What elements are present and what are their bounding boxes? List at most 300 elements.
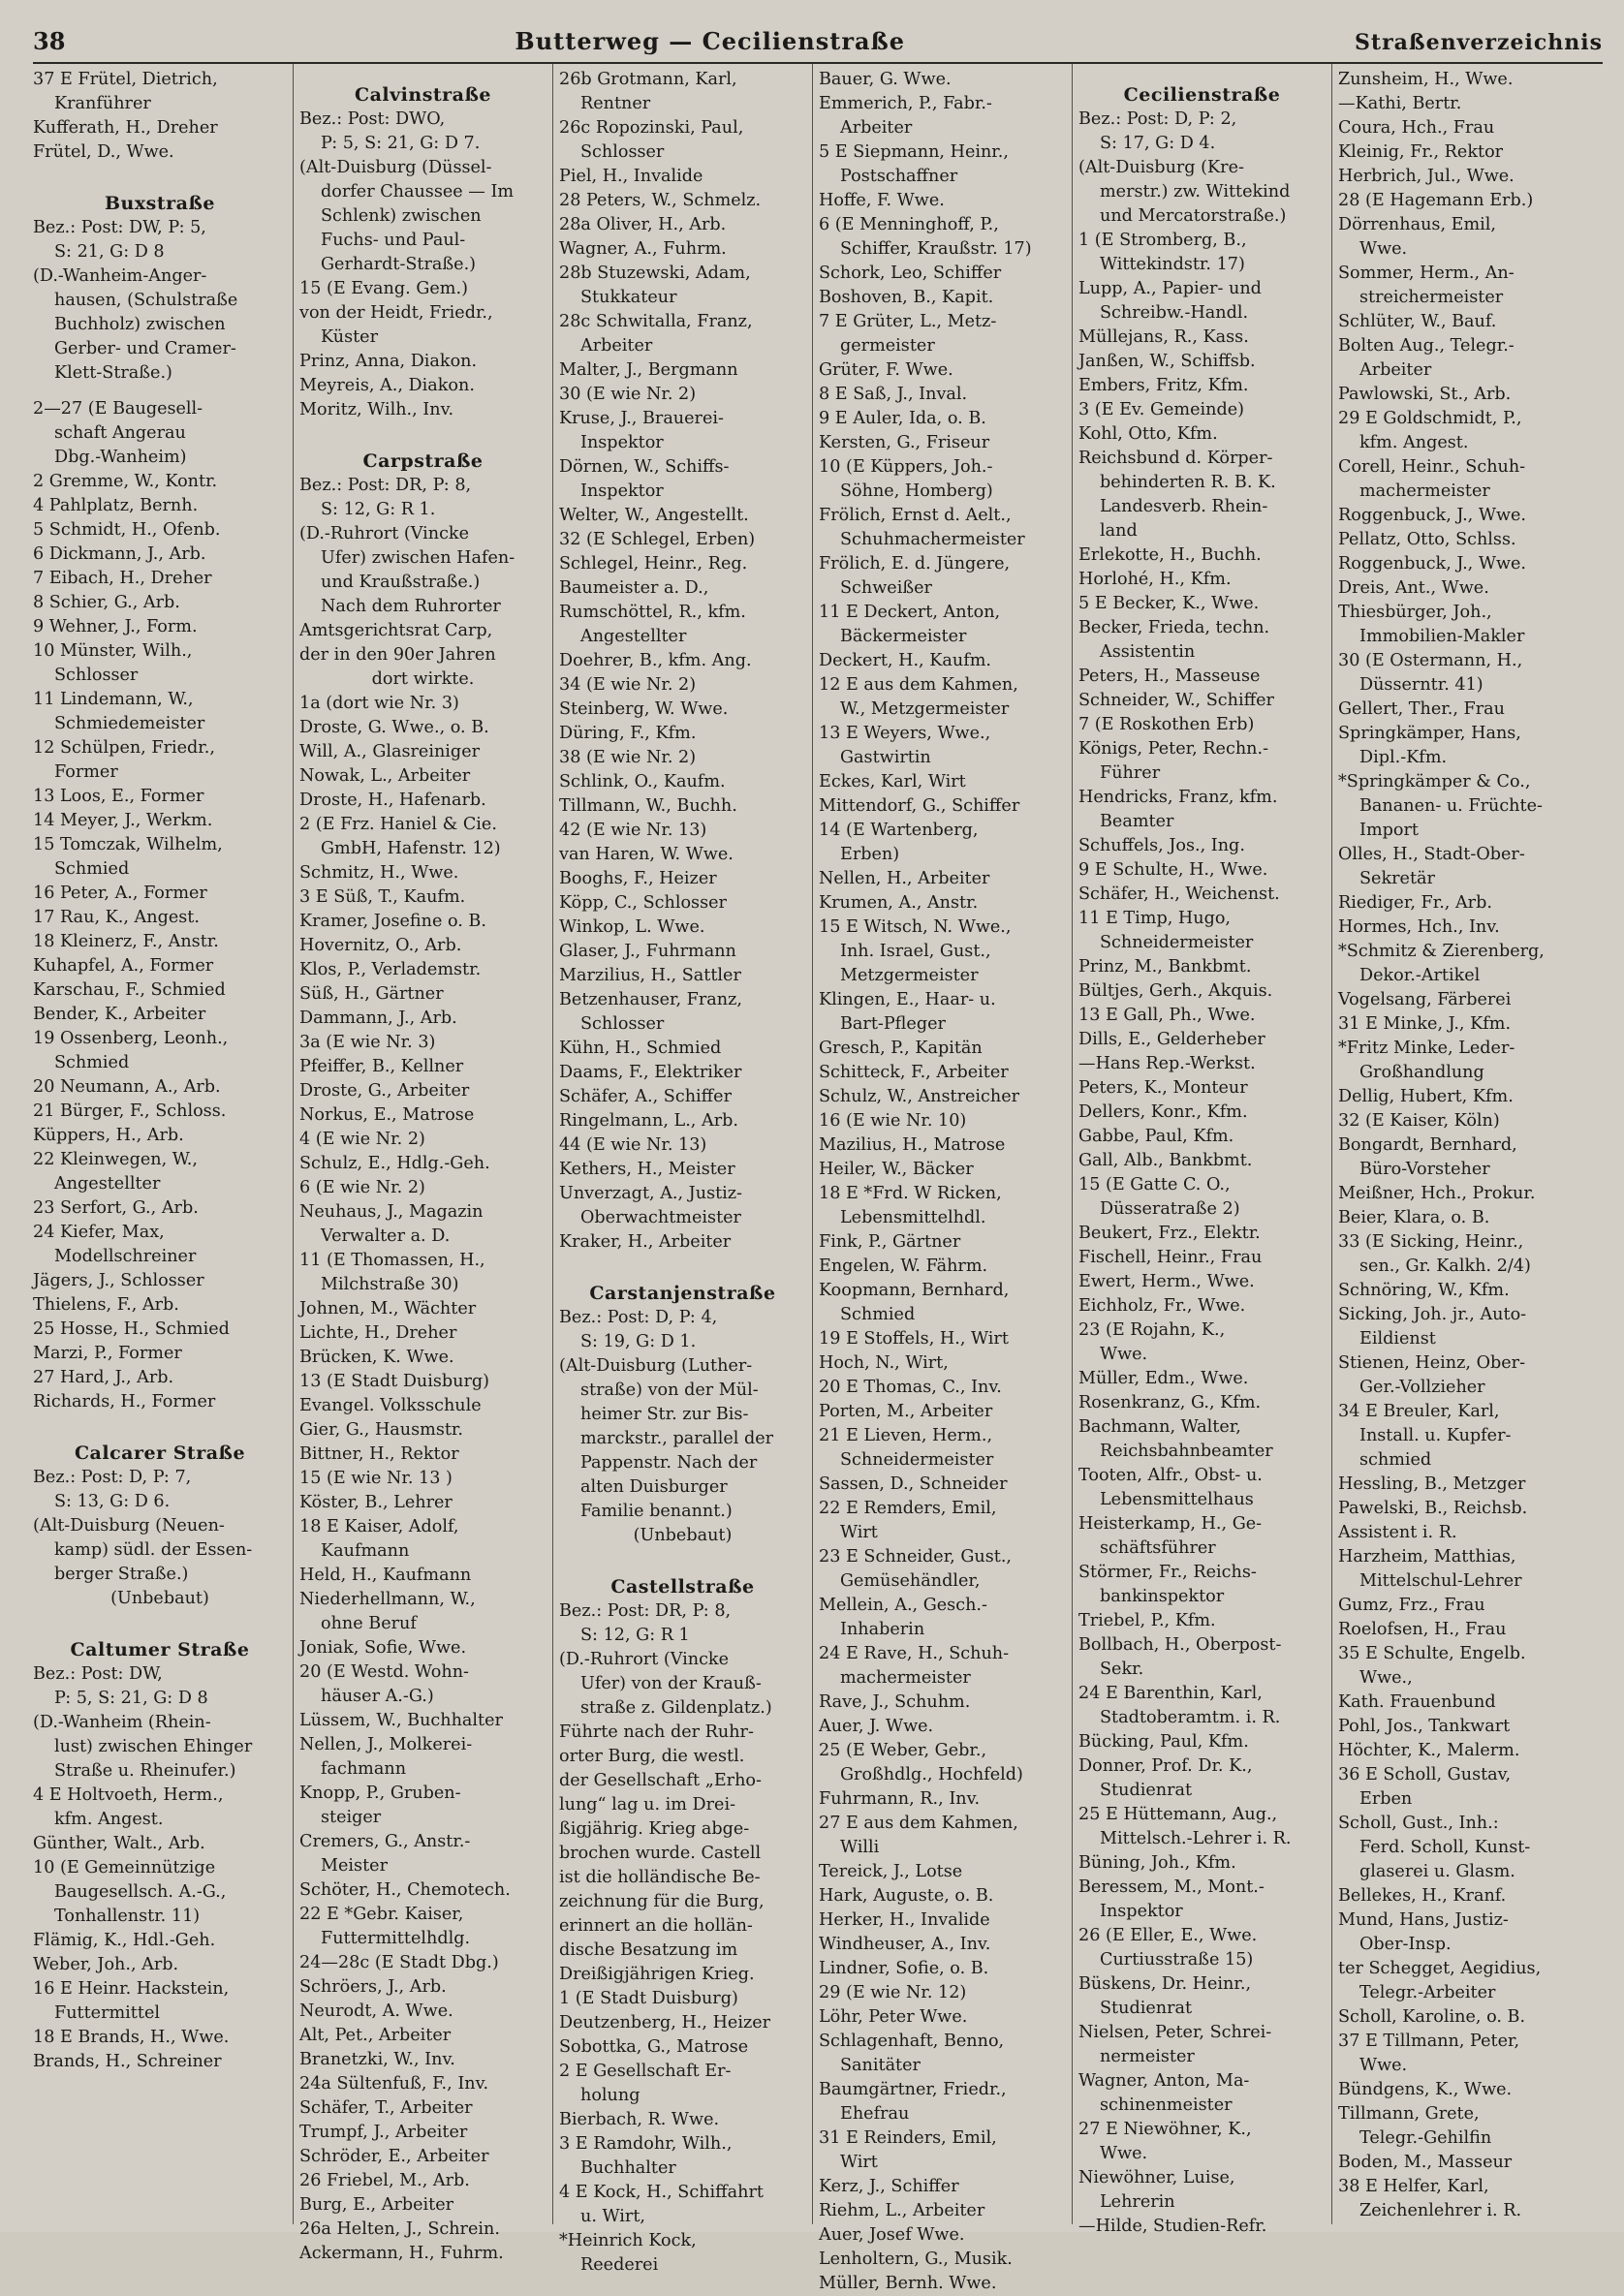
directory-entry: 10 (E Küppers, Joh.- xyxy=(819,457,993,477)
directory-entry: Wwe. xyxy=(1359,2056,1408,2075)
directory-entry: steiger xyxy=(321,1808,382,1827)
directory-entry: Bez.: Post: D, P: 4, xyxy=(559,1308,718,1327)
directory-entry: zeichnung für die Burg, xyxy=(559,1892,765,1911)
directory-entry: Köpp, C., Schlosser xyxy=(559,893,727,913)
directory-entry: Dellig, Hubert, Kfm. xyxy=(1338,1087,1514,1106)
directory-entry: Richards, H., Former xyxy=(33,1392,216,1412)
directory-entry: Schiffer, Kraußstr. 17) xyxy=(840,239,1032,259)
directory-entry: Moritz, Wilh., Inv. xyxy=(299,400,454,419)
directory-entry: Welter, W., Angestellt. xyxy=(559,506,749,525)
directory-entry: orter Burg, die westl. xyxy=(559,1747,745,1766)
directory-entry: Erben) xyxy=(840,845,900,864)
directory-entry: dort wirkte. xyxy=(371,669,475,689)
directory-entry: 23 (E Rojahn, K., xyxy=(1078,1320,1226,1340)
directory-entry: lust) zwischen Ehinger xyxy=(54,1737,253,1756)
directory-entry: Süß, H., Gärtner xyxy=(299,984,444,1004)
directory-entry: Gresch, P., Kapitän xyxy=(819,1039,983,1058)
directory-entry: Heisterkamp, H., Ge- xyxy=(1078,1514,1263,1534)
directory-entry: Trumpf, J., Arbeiter xyxy=(299,2123,468,2142)
directory-entry: S: 19, G: D 1. xyxy=(580,1332,697,1351)
directory-entry: Baugesellsch. A.-G., xyxy=(54,1882,227,1902)
directory-entry: Arbeiter xyxy=(580,336,653,356)
directory-entry: Fuchs- und Paul- xyxy=(321,231,466,250)
directory-entry: Königs, Peter, Rechn.- xyxy=(1078,739,1269,759)
directory-entry: Bellekes, H., Kranf. xyxy=(1338,1886,1507,1906)
directory-entry: Brands, H., Schreiner xyxy=(33,2052,222,2071)
directory-entry: Will, A., Glasreiniger xyxy=(299,742,481,761)
directory-entry: Lindner, Sofie, o. B. xyxy=(819,1959,989,1978)
directory-entry: Booghs, F., Heizer xyxy=(559,869,717,888)
directory-entry: Neuhaus, J., Magazin xyxy=(299,1202,484,1222)
directory-entry: Bez.: Post: D, P: 7, xyxy=(33,1468,192,1487)
directory-entry: 24 Kiefer, Max, xyxy=(33,1223,165,1242)
directory-entry: Porten, M., Arbeiter xyxy=(819,1402,993,1421)
directory-entry: Norkus, E., Matrose xyxy=(299,1105,475,1125)
directory-entry: Ober-Insp. xyxy=(1359,1935,1452,1954)
directory-entry: 2 Gremme, W., Kontr. xyxy=(33,472,218,491)
directory-entry: Bollbach, H., Oberpost- xyxy=(1078,1635,1282,1655)
directory-entry: Meister xyxy=(321,1856,388,1876)
directory-entry: 38 E Helfer, Karl, xyxy=(1338,2177,1489,2196)
directory-entry: Install. u. Kupfer- xyxy=(1359,1426,1512,1445)
directory-entry: Roggenbuck, J., Wwe. xyxy=(1338,554,1527,574)
directory-entry: Ackermann, H., Fuhrm. xyxy=(299,2244,504,2263)
directory-entry: Lichte, H., Dreher xyxy=(299,1323,457,1343)
directory-entry: Gall, Alb., Bankbmt. xyxy=(1078,1151,1253,1170)
directory-entry: Düsseratraße 2) xyxy=(1100,1199,1240,1219)
directory-entry: van Haren, W. Wwe. xyxy=(559,845,734,864)
directory-entry: Sicking, Joh. jr., Auto- xyxy=(1338,1305,1527,1324)
directory-entry: Modellschreiner xyxy=(54,1247,197,1266)
directory-entry: Nach dem Ruhrorter xyxy=(321,597,501,616)
directory-entry: Familie benannt.) xyxy=(580,1502,733,1521)
directory-entry: Weber, Joh., Arb. xyxy=(33,1955,179,1974)
directory-entry: Stukkateur xyxy=(580,288,677,307)
directory-entry: Kufferath, H., Dreher xyxy=(33,118,218,138)
directory-entry: 17 Rau, K., Angest. xyxy=(33,908,200,927)
directory-entry: 10 (E Gemeinnützige xyxy=(33,1858,216,1877)
directory-entry: Lenholtern, G., Musik. xyxy=(819,2249,1013,2269)
directory-entry: Nielsen, Peter, Schrei- xyxy=(1078,2023,1272,2042)
directory-entry: Windheuser, A., Inv. xyxy=(819,1935,991,1954)
directory-entry: Assistent i. R. xyxy=(1338,1523,1457,1542)
directory-entry: 32 (E Schlegel, Erben) xyxy=(559,530,756,549)
directory-entry: Riehm, L., Arbeiter xyxy=(819,2201,985,2220)
directory-entry: Gabbe, Paul, Kfm. xyxy=(1078,1127,1234,1146)
directory-entry: häuser A.-G.) xyxy=(321,1687,434,1706)
directory-entry: Fuhrmann, R., Inv. xyxy=(819,1789,981,1809)
directory-entry: glaserei u. Glasm. xyxy=(1359,1862,1515,1881)
directory-entry: Bender, K., Arbeiter xyxy=(33,1005,206,1024)
spacer xyxy=(33,386,287,397)
spacer xyxy=(559,1255,806,1266)
directory-entry: Baumeister a. D., xyxy=(559,578,709,598)
directory-entry: 3 E Süß, T., Kaufm. xyxy=(299,887,466,907)
directory-entry: 7 (E Roskothen Erb) xyxy=(1078,715,1255,734)
directory-entry: nermeister xyxy=(1100,2047,1195,2066)
directory-entry: Löhr, Peter Wwe. xyxy=(819,2007,968,2027)
directory-entry: Thielens, F., Arb. xyxy=(33,1295,179,1315)
directory-entry: bankinspektor xyxy=(1100,1587,1225,1606)
directory-entry: Fischell, Heinr., Frau xyxy=(1078,1248,1263,1267)
directory-entry: 9 E Schulte, H., Wwe. xyxy=(1078,860,1268,880)
directory-entry: Rentner xyxy=(580,94,651,113)
directory-entry: Glaser, J., Fuhrmann xyxy=(559,942,736,961)
directory-entry: Kruse, J., Brauerei- xyxy=(559,409,724,428)
directory-entry: 24a Sültenfuß, F., Inv. xyxy=(299,2074,489,2094)
directory-entry: Hoffe, F. Wwe. xyxy=(819,191,945,210)
directory-entry: Schuffels, Jos., Ing. xyxy=(1078,836,1245,855)
directory-entry: Dreißigjährigen Krieg. xyxy=(559,1965,755,1984)
directory-entry: Ufer) von der Krauß- xyxy=(580,1674,762,1693)
directory-entry: Tereick, J., Lotse xyxy=(819,1862,963,1881)
directory-entry: Ferd. Scholl, Kunst- xyxy=(1359,1838,1531,1857)
directory-entry: 11 E Timp, Hugo, xyxy=(1078,909,1232,928)
directory-entry: Düsserntr. 41) xyxy=(1359,675,1483,695)
directory-entry: (D.-Ruhrort (Vincke xyxy=(299,524,470,543)
directory-entry: ter Schegget, Aegidius, xyxy=(1338,1959,1542,1978)
directory-entry: Düring, F., Kfm. xyxy=(559,724,697,743)
directory-entry: 11 (E Thomassen, H., xyxy=(299,1251,485,1270)
directory-entry: Schmied xyxy=(54,1053,130,1072)
directory-entry: Inhaberin xyxy=(840,1620,925,1639)
directory-entry: W., Metzgermeister xyxy=(840,699,1010,719)
directory-entry: Wwe., xyxy=(1359,1668,1413,1688)
directory-entry: 18 E *Frd. W Ricken, xyxy=(819,1184,1002,1203)
directory-entry: Mund, Hans, Justiz- xyxy=(1338,1910,1509,1930)
directory-entry: Schulz, W., Anstreicher xyxy=(819,1087,1020,1106)
directory-entry: Amtsgerichtsrat Carp, xyxy=(299,621,493,640)
directory-entry: 12 E aus dem Kahmen, xyxy=(819,675,1018,695)
directory-entry: Bez.: Post: DWO, xyxy=(299,109,446,129)
directory-entry: 26 Friebel, M., Arb. xyxy=(299,2171,470,2190)
directory-entry: 11 E Deckert, Anton, xyxy=(819,603,1001,622)
directory-entry: 5 E Siepmann, Heinr., xyxy=(819,142,1009,162)
directory-entry: Ufer) zwischen Hafen- xyxy=(321,548,515,568)
directory-entry: Frölich, E. d. Jüngere, xyxy=(819,554,1011,574)
directory-entry: Dills, E., Gelderheber xyxy=(1078,1030,1265,1049)
directory-entry: Hormes, Hch., Inv. xyxy=(1338,917,1500,937)
directory-entry: 34 E Breuler, Karl, xyxy=(1338,1402,1500,1421)
directory-entry: P: 5, S: 21, G: D 8 xyxy=(54,1689,208,1708)
directory-entry: 32 (E Kaiser, Köln) xyxy=(1338,1111,1500,1131)
directory-entry: 36 E Scholl, Gustav, xyxy=(1338,1765,1512,1784)
directory-entry: schäftsführer xyxy=(1100,1538,1216,1558)
street-heading: Carpstraße xyxy=(362,450,484,472)
directory-entry: Baumgärtner, Friedr., xyxy=(819,2080,1007,2099)
directory-entry: Müller, Edm., Wwe. xyxy=(1078,1369,1249,1388)
directory-entry: germeister xyxy=(840,336,935,356)
directory-entry: 16 E Heinr. Hackstein, xyxy=(33,1979,230,1999)
directory-entry: Fink, P., Gärtner xyxy=(819,1232,961,1252)
directory-entry: Bez.: Post: D, P: 2, xyxy=(1078,109,1237,129)
directory-entry: marckstr., parallel der xyxy=(580,1429,774,1448)
directory-entry: Bittner, H., Rektor xyxy=(299,1444,459,1464)
directory-entry: Schröers, J., Arb. xyxy=(299,1977,447,1997)
spacer xyxy=(559,1548,806,1560)
directory-entry: *Schmitz & Zierenberg, xyxy=(1338,942,1545,961)
directory-entry: 28c Schwitalla, Franz, xyxy=(559,312,753,331)
directory-entry: Erlekotte, H., Buchh. xyxy=(1078,545,1262,565)
directory-entry: kfm. Angest. xyxy=(54,1810,164,1829)
directory-entry: Schmied xyxy=(54,859,130,879)
directory-entry: Embers, Fritz, Kfm. xyxy=(1078,376,1249,395)
directory-entry: Mittelschul-Lehrer xyxy=(1359,1571,1522,1591)
page-header xyxy=(33,27,1603,64)
directory-entry: Engelen, W. Fährm. xyxy=(819,1257,988,1276)
directory-entry: Bez.: Post: DW, P: 5, xyxy=(33,218,206,237)
directory-entry: S: 12, G: R 1 xyxy=(580,1626,690,1645)
directory-entry: Emmerich, P., Fabr.- xyxy=(819,94,992,113)
directory-entry: Winkop, L. Wwe. xyxy=(559,917,705,937)
directory-entry: 30 (E wie Nr. 2) xyxy=(559,385,697,404)
directory-entry: 7 E Grüter, L., Metz- xyxy=(819,312,997,331)
directory-entry: 2—27 (E Baugesell- xyxy=(33,399,203,419)
directory-entry: brochen wurde. Castell xyxy=(559,1844,762,1863)
directory-entry: Gellert, Ther., Frau xyxy=(1338,699,1505,719)
directory-entry: Dbg.-Wanheim) xyxy=(54,448,187,467)
directory-entry: Futtermittel xyxy=(54,2003,160,2023)
directory-entry: 2 (E Frz. Haniel & Cie. xyxy=(299,815,497,834)
directory-entry: 22 E Remders, Emil, xyxy=(819,1499,997,1518)
directory-entry: Günther, Walt., Arb. xyxy=(33,1834,205,1853)
directory-entry: 13 Loos, E., Former xyxy=(33,787,204,806)
directory-entry: Postschaffner xyxy=(840,167,958,186)
directory-entry: Sekretär xyxy=(1359,869,1435,888)
directory-entry: 9 E Auler, Ida, o. B. xyxy=(819,409,986,428)
directory-entry: —Hans Rep.-Werkst. xyxy=(1078,1054,1256,1073)
directory-entry: Bananen- u. Früchte- xyxy=(1359,796,1543,816)
directory-entry: Schröder, E., Arbeiter xyxy=(299,2147,489,2166)
directory-entry: 37 E Tillmann, Peter, xyxy=(1338,2032,1520,2051)
directory-entry: berger Straße.) xyxy=(54,1565,189,1584)
directory-entry: straße z. Gildenplatz.) xyxy=(580,1698,772,1718)
directory-entry: 8 E Saß, J., Inval. xyxy=(819,385,968,404)
directory-entry: Metzgermeister xyxy=(840,966,979,985)
directory-entry: Beressem, M., Mont.- xyxy=(1078,1877,1265,1897)
directory-entry: 28a Oliver, H., Arb. xyxy=(559,215,727,234)
directory-entry: 16 (E wie Nr. 10) xyxy=(819,1111,967,1131)
directory-entry: und Mercatorstraße.) xyxy=(1100,206,1287,226)
directory-entry: 25 (E Weber, Gebr., xyxy=(819,1741,987,1760)
directory-entry: Bart-Pfleger xyxy=(840,1014,946,1034)
directory-entry: 22 Kleinwegen, W., xyxy=(33,1150,198,1169)
street-heading: Caltumer Straße xyxy=(70,1639,250,1660)
directory-entry: Bolten Aug., Telegr.- xyxy=(1338,336,1515,356)
directory-entry: Ringelmann, L., Arb. xyxy=(559,1111,738,1131)
directory-entry: Wittekindstr. 17) xyxy=(1100,255,1245,274)
directory-entry: 7 Eibach, H., Dreher xyxy=(33,569,212,588)
directory-entry: Meyreis, A., Diakon. xyxy=(299,376,475,395)
directory-entry: Lehrerin xyxy=(1100,2192,1175,2212)
directory-entry: Rumschöttel, R., kfm. xyxy=(559,603,746,622)
directory-entry: Schlosser xyxy=(54,666,139,685)
directory-entry: Angestellter xyxy=(580,627,687,646)
directory-column xyxy=(33,64,293,2224)
directory-entry: Gemüsehändler, xyxy=(840,1571,981,1591)
directory-entry: Tooten, Alfr., Obst- u. xyxy=(1078,1466,1263,1485)
directory-entry: Verwalter a. D. xyxy=(321,1226,451,1246)
directory-entry: Reichsbahnbeamter xyxy=(1100,1442,1273,1461)
street-heading: Calvinstraße xyxy=(354,84,492,106)
directory-entry: lung“ lag u. im Drei- xyxy=(559,1795,736,1815)
directory-entry: 27 E Niewöhner, K., xyxy=(1078,2120,1252,2139)
directory-entry: von der Heidt, Friedr., xyxy=(299,303,493,323)
directory-entry: 28b Stuzewski, Adam, xyxy=(559,264,751,283)
directory-entry: Janßen, W., Schiffsb. xyxy=(1078,352,1256,371)
directory-entry: Pappenstr. Nach der xyxy=(580,1453,758,1473)
directory-entry: (Alt-Duisburg (Neuen- xyxy=(33,1516,225,1536)
directory-entry: 3a (E wie Nr. 3) xyxy=(299,1033,436,1052)
directory-entry: Kuhapfel, A., Former xyxy=(33,956,214,976)
directory-entry: Schmiedemeister xyxy=(54,714,205,733)
directory-entry: Wwe. xyxy=(1100,1345,1148,1364)
directory-entry: S: 12, G: R 1. xyxy=(321,500,436,519)
directory-entry: heimer Str. zur Bis- xyxy=(580,1405,749,1424)
directory-entry: Marzilius, H., Sattler xyxy=(559,966,741,985)
directory-entry: Donner, Prof. Dr. K., xyxy=(1078,1756,1253,1776)
directory-entry: 6 Dickmann, J., Arb. xyxy=(33,544,206,564)
directory-entry: Zunsheim, H., Wwe. xyxy=(1338,70,1514,89)
directory-entry: Lüssem, W., Buchhalter xyxy=(299,1711,503,1730)
directory-entry: Prinz, Anna, Diakon. xyxy=(299,352,478,371)
directory-entry: der Gesellschaft „Erho- xyxy=(559,1771,762,1790)
directory-entry: merstr.) zw. Wittekind xyxy=(1100,182,1291,202)
directory-entry: Olles, H., Stadt-Ober- xyxy=(1338,845,1525,864)
directory-entry: 14 Meyer, J., Werkm. xyxy=(33,811,213,830)
directory-entry: Niewöhner, Luise, xyxy=(1078,2168,1235,2187)
directory-entry: Sommer, Herm., An- xyxy=(1338,264,1515,283)
directory-entry: Pfeiffer, B., Kellner xyxy=(299,1057,464,1076)
directory-entry: Ehefrau xyxy=(840,2104,910,2124)
directory-entry: (Unbebaut) xyxy=(110,1589,209,1608)
directory-entry: Müllejans, R., Kass. xyxy=(1078,327,1249,347)
directory-entry: 11 Lindemann, W., xyxy=(33,690,194,709)
directory-entry: Schlosser xyxy=(580,1014,665,1034)
directory-entry: Burg, E., Arbeiter xyxy=(299,2195,454,2215)
directory-entry: Pohl, Jos., Tankwart xyxy=(1338,1717,1511,1736)
directory-entry: Brücken, K. Wwe. xyxy=(299,1348,454,1367)
directory-entry: Schulz, E., Hdlg.-Geh. xyxy=(299,1154,490,1173)
directory-entry: 24 E Rave, H., Schuh- xyxy=(819,1644,1010,1663)
directory-entry: 26b Grotmann, Karl, xyxy=(559,70,737,89)
directory-entry: Scholl, Gust., Inh.: xyxy=(1338,1814,1499,1833)
directory-entry: 14 (E Wartenberg, xyxy=(819,821,979,840)
directory-entry: (Alt-Duisburg (Düssel- xyxy=(299,158,492,177)
directory-entry: Ewert, Herm., Wwe. xyxy=(1078,1272,1255,1291)
directory-entry: (Alt-Duisburg (Kre- xyxy=(1078,158,1244,177)
directory-entry: Peters, K., Monteur xyxy=(1078,1078,1248,1098)
directory-entry: Milchstraße 30) xyxy=(321,1275,459,1294)
directory-entry: Becker, Frieda, techn. xyxy=(1078,618,1270,637)
directory-entry: schinenmeister xyxy=(1100,2095,1233,2115)
directory-entry: 10 Münster, Wilh., xyxy=(33,641,193,661)
street-heading: Buxstraße xyxy=(104,193,216,214)
directory-entry: 23 Serfort, G., Arb. xyxy=(33,1198,199,1218)
directory-entry: Schäfer, T., Arbeiter xyxy=(299,2098,473,2118)
directory-entry: Pellatz, Otto, Schlss. xyxy=(1338,530,1516,549)
directory-entry: Inspektor xyxy=(580,481,664,501)
directory-entry: Jägers, J., Schlosser xyxy=(33,1271,204,1290)
directory-entry: Sobottka, G., Matrose xyxy=(559,2037,749,2057)
directory-entry: Dörnen, W., Schiffs- xyxy=(559,457,730,477)
spacer xyxy=(299,422,547,434)
directory-entry: Schlegel, Heinr., Reg. xyxy=(559,554,748,574)
directory-entry: Malter, J., Bergmann xyxy=(559,360,738,380)
directory-entry: Thiesbürger, Joh., xyxy=(1338,603,1492,622)
directory-entry: Bündgens, K., Wwe. xyxy=(1338,2080,1513,2099)
directory-entry: Gumz, Frz., Frau xyxy=(1338,1596,1485,1615)
directory-entry: kamp) südl. der Essen- xyxy=(54,1540,253,1560)
directory-entry: Assistentin xyxy=(1100,642,1196,662)
directory-entry: Straße u. Rheinufer.) xyxy=(54,1761,236,1781)
directory-entry: Pawlowski, St., Arb. xyxy=(1338,385,1512,404)
directory-entry: Reichsbund d. Körper- xyxy=(1078,449,1273,468)
directory-entry: Kraker, H., Arbeiter xyxy=(559,1232,732,1252)
directory-entry: 15 Tomczak, Wilhelm, xyxy=(33,835,223,854)
directory-entry: 25 Hosse, H., Schmied xyxy=(33,1319,230,1339)
directory-entry: Auer, Josef Wwe. xyxy=(819,2225,965,2245)
directory-entry: 33 (E Sicking, Heinr., xyxy=(1338,1232,1524,1252)
directory-entry: Gerhardt-Straße.) xyxy=(321,255,477,274)
directory-entry: Bez.: Post: DR, P: 8, xyxy=(559,1601,732,1621)
directory-entry: Betzenhauser, Franz, xyxy=(559,990,742,1009)
directory-entry: Söhne, Homberg) xyxy=(840,481,993,501)
directory-entry: Wirt xyxy=(840,1523,878,1542)
directory-entry: 2 E Gesellschaft Er- xyxy=(559,2062,732,2081)
spacer xyxy=(33,1611,287,1623)
directory-entry: Springkämper, Hans, xyxy=(1338,724,1521,743)
directory-entry: Scholl, Karoline, o. B. xyxy=(1338,2007,1526,2027)
directory-column xyxy=(812,64,1072,2293)
directory-entry: Schneider, W., Schiffer xyxy=(1078,691,1274,710)
directory-entry: Coura, Hch., Frau xyxy=(1338,118,1495,138)
directory-entry: Gerber- und Cramer- xyxy=(54,339,236,358)
directory-entry: alten Duisburger xyxy=(580,1477,728,1497)
directory-entry: 15 (E Evang. Gem.) xyxy=(299,279,468,298)
directory-entry: Kranführer xyxy=(54,94,151,113)
directory-entry: Unverzagt, A., Justiz- xyxy=(559,1184,743,1203)
directory-entry: Klos, P., Verlademstr. xyxy=(299,960,482,979)
directory-entry: Held, H., Kaufmann xyxy=(299,1566,472,1585)
directory-entry: der in den 90er Jahren xyxy=(299,645,496,665)
directory-entry: Mellein, A., Gesch.- xyxy=(819,1596,987,1615)
directory-entry: Roggenbuck, J., Wwe. xyxy=(1338,506,1527,525)
directory-entry: 4 E Holtvoeth, Herm., xyxy=(33,1785,224,1805)
directory-entry: Klett-Straße.) xyxy=(54,363,172,383)
directory-entry: und Kraußstraße.) xyxy=(321,573,481,592)
directory-entry: Dipl.-Kfm. xyxy=(1359,748,1448,767)
directory-entry: —Hilde, Studien-Refr. xyxy=(1078,2217,1267,2236)
street-heading: Castellstraße xyxy=(610,1576,755,1598)
directory-entry: 4 E Kock, H., Schiffahrt xyxy=(559,2183,764,2202)
directory-entry: Kaufmann xyxy=(321,1541,410,1561)
directory-entry: Niederhellmann, W., xyxy=(299,1590,476,1609)
directory-entry: Hendricks, Franz, kfm. xyxy=(1078,788,1278,807)
directory-entry: Schlüter, W., Bauf. xyxy=(1338,312,1497,331)
directory-entry: Krumen, A., Anstr. xyxy=(819,893,979,913)
directory-entry: 15 E Witsch, N. Wwe., xyxy=(819,917,1012,937)
directory-entry: Dammann, J., Arb. xyxy=(299,1008,457,1028)
directory-entry: Beamter xyxy=(1100,812,1174,831)
directory-entry: 28 (E Hagemann Erb.) xyxy=(1338,191,1534,210)
directory-entry: fachmann xyxy=(321,1759,407,1779)
directory-entry: Former xyxy=(54,762,118,782)
directory-entry: 1a (dort wie Nr. 3) xyxy=(299,694,459,713)
directory-entry: 21 Bürger, F., Schloss. xyxy=(33,1101,227,1121)
directory-entry: u. Wirt, xyxy=(580,2207,645,2226)
directory-entry: 18 E Kaiser, Adolf, xyxy=(299,1517,459,1536)
